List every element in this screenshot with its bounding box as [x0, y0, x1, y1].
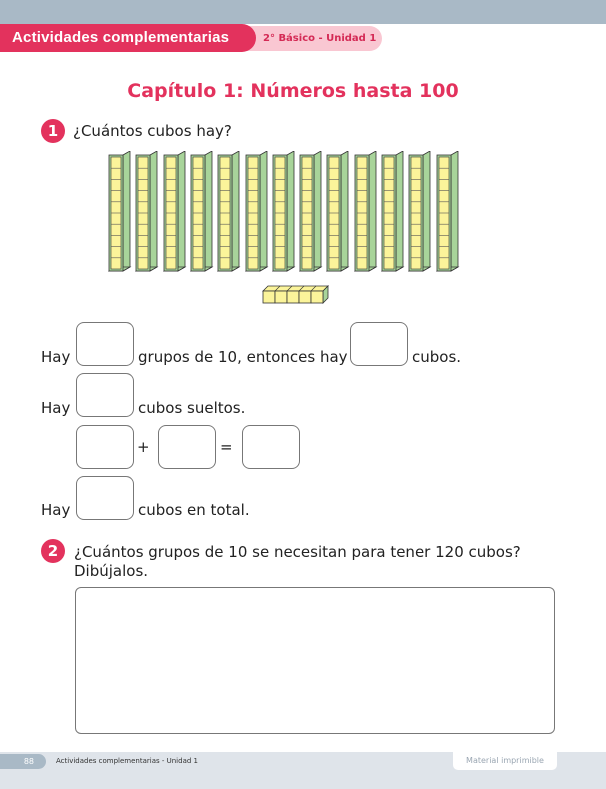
ten-rod	[135, 151, 159, 273]
ten-rod	[108, 151, 132, 273]
loose-cubes-illustration	[262, 285, 330, 309]
ten-rod	[326, 151, 350, 273]
question-2-prompt-line1: ¿Cuántos grupos de 10 se necesitan para tener 120 cubos?	[74, 543, 521, 561]
line2-end: cubos sueltos.	[138, 399, 246, 417]
sum-box[interactable]	[242, 425, 300, 469]
addend1-box[interactable]	[76, 425, 134, 469]
grade-unit-badge: 2° Básico - Unidad 1	[236, 26, 382, 51]
unit-cube	[275, 291, 287, 303]
plus-sign: +	[137, 438, 150, 456]
ten-rod	[381, 151, 405, 273]
unit-cube	[263, 291, 275, 303]
question-1-prompt: ¿Cuántos cubos hay?	[73, 122, 232, 140]
unit-cube	[311, 291, 323, 303]
ten-rod	[163, 151, 187, 273]
line1-start: Hay	[41, 348, 71, 366]
loose-cubes-answer-box[interactable]	[76, 373, 134, 417]
line4-start: Hay	[41, 501, 71, 519]
addend2-box[interactable]	[158, 425, 216, 469]
line1-middle: grupos de 10, entonces hay	[138, 348, 348, 366]
equals-sign: =	[220, 438, 233, 456]
loose-cubes-group	[262, 285, 330, 305]
ten-rod	[436, 151, 460, 273]
ten-rod	[408, 151, 432, 273]
ten-rod	[245, 151, 269, 273]
tens-cubes-answer-box[interactable]	[350, 322, 408, 366]
ten-rod	[272, 151, 296, 273]
line1-end: cubos.	[412, 348, 462, 366]
question-2-prompt-line2: Dibújalos.	[74, 562, 149, 580]
chapter-title: Capítulo 1: Números hasta 100	[127, 80, 459, 102]
line4-end: cubos en total.	[138, 501, 250, 519]
unit-cube	[299, 291, 311, 303]
top-bar	[0, 0, 606, 24]
unit-cube	[287, 291, 299, 303]
ten-rod	[217, 151, 241, 273]
page-number: 88	[0, 754, 46, 769]
footer-text: Actividades complementarias - Unidad 1	[56, 757, 198, 765]
line2-start: Hay	[41, 399, 71, 417]
groups-of-ten-answer-box[interactable]	[76, 322, 134, 366]
ten-rod	[190, 151, 214, 273]
drawing-answer-area[interactable]	[75, 587, 555, 734]
total-cubes-answer-box[interactable]	[76, 476, 134, 520]
section-badge: Actividades complementarias	[0, 24, 256, 52]
printable-material-tab: Material imprimible	[453, 752, 557, 770]
ten-rod	[299, 151, 323, 273]
ten-rod	[354, 151, 378, 273]
question-number-1: 1	[41, 119, 65, 143]
question-number-2: 2	[41, 539, 65, 563]
